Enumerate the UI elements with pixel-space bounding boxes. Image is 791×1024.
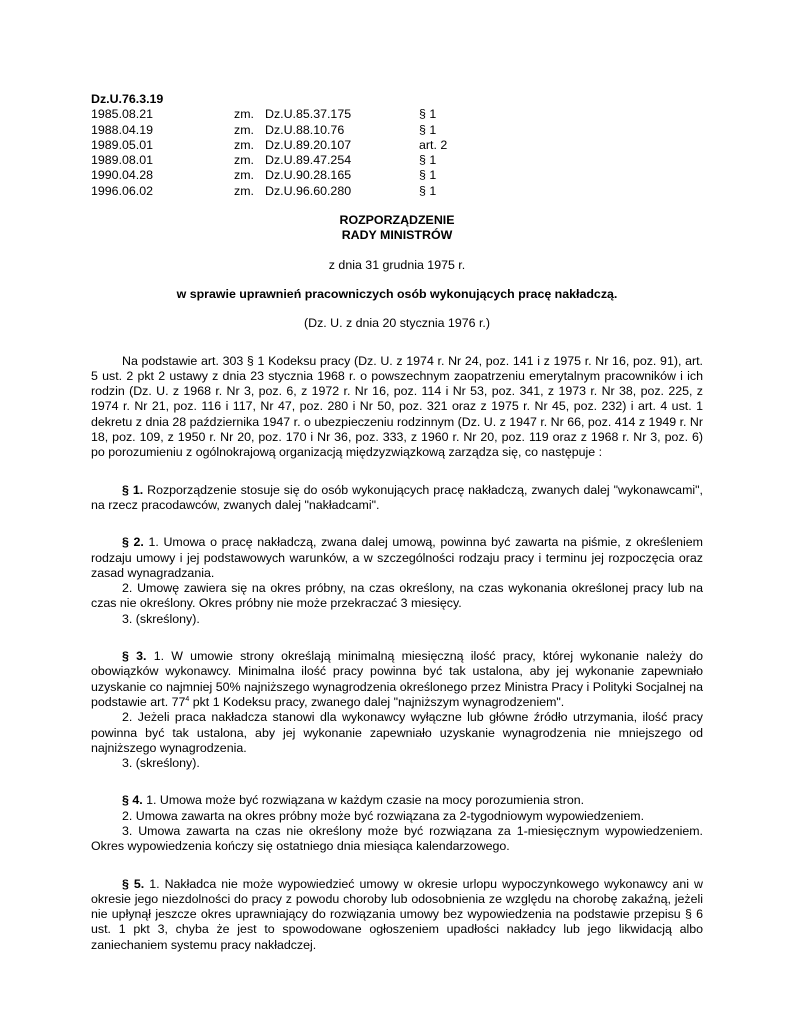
amendment-row — [91, 153, 447, 168]
amendment-zm: zm. — [234, 168, 254, 183]
section-4-para-3: 3. Umowa zawarta na czas nie określony może być rozwiązana za 1-miesięcznym wypowiedzeniem. Okres wypowiedzenia kończy się ostatniego dnia miesiąca kalendarzowego. — [91, 823, 703, 854]
document-id: Dz.U.76.3.19 — [91, 92, 164, 106]
section-3-para-2: 2. Jeżeli praca nakładcza stanowi dla wykonawcy wyłączne lub główne źródło utrzymania, ilość pracy powinna być tak ustalona, aby jej wykonanie zapewniało uzyskanie wynagrodzenia nie mniejszego od najniższego wynagrodzenia. — [91, 710, 703, 755]
superscript: 4 — [185, 695, 190, 703]
amendment-row — [91, 123, 447, 138]
amendment-unit: § 1 — [419, 153, 437, 168]
section-text: Rozporządzenie stosuje się do osób wykonujących pracę nakładczą, zwanych dalej "wykonawcami", na rzecz pracodawców, zwanych dalej "nakładcami". — [91, 482, 703, 512]
amendment-date: 1989.05.01 — [91, 137, 154, 152]
amendment-date: 1990.04.28 — [91, 168, 154, 183]
amendment-ref: Dz.U.96.60.280 — [265, 183, 352, 198]
section-5-para-1 — [91, 877, 703, 953]
section-4-para-1 — [91, 793, 703, 808]
amendments-table — [91, 107, 447, 199]
amendment-unit: § 1 — [419, 168, 437, 183]
section-2-para-3: 3. (skreślony). — [122, 611, 200, 626]
section-text: 1. Umowa o pracę nakładczą, zwana dalej umową, powinna być zawarta na piśmie, z określeniem rodzaju umowy i jej podstawowych warunków, a w szczególności rodzaju pracy i terminu jej rozpoczęcia oraz zasad wynagradzania. — [91, 535, 703, 580]
section-2-para-2: 2. Umowę zawiera się na okres próbny, na czas określony, na czas wykonania określonej pracy lub na czas nie określony. Okres próbny nie może przekraczać 3 miesięcy. — [91, 581, 703, 611]
section-text: pkt 1 Kodeksu pracy, zwanego dalej "najniższym wynagrodzeniem". — [189, 694, 565, 709]
amendment-date: 1996.06.02 — [91, 183, 154, 198]
section-mark: § 1. — [122, 482, 144, 497]
amendment-ref: Dz.U.90.28.165 — [265, 168, 352, 183]
section-mark: § 2. — [122, 535, 144, 550]
section-4-para-2: 2. Umowa zawarta na okres próbny może być rozwiązana za 2-tygodniowym wypowiedzeniem. — [122, 808, 645, 823]
section-3-para-1 — [91, 649, 703, 710]
amendment-zm: zm. — [234, 137, 254, 152]
preamble: Na podstawie art. 303 § 1 Kodeksu pracy (Dz. U. z 1974 r. Nr 24, poz. 141 i z 1975 r. Nr 16, poz. 91), art. 5 ust. 2 pkt 2 ustawy z dnia 23 stycznia 1968 r. o powszechnym zaopatrzeniu emerytalnym pracowników i ich rodzin (Dz. U. z 1968 r. Nr 3, poz. 6, z 1972 r. Nr 16, poz. 114 i Nr 53, poz. 341, z 1973 r. Nr 38, poz. 225, z 1974 r. Nr 21, poz. 116 i 117, Nr 47, poz. 280 i Nr 50, poz. 321 oraz z 1975 r. Nr 45, poz. 232) i art. 4 ust. 1 dekretu z dnia 28 października 1947 r. o ubezpieczeniu rodzinnym (Dz. U. z 1947 r. Nr 66, poz. 414 z 1949 r. Nr 18, poz. 109, z 1950 r. Nr 20, poz. 170 i Nr 36, poz. 333, z 1960 r. Nr 20, poz. 119 oraz z 1968 r. Nr 3, poz. 6) po porozumieniu z ogólnokrajową organizacją międzyzwiązkową zarządza się, co następuje : — [91, 353, 703, 460]
title-line-2: RADY MINISTRÓW — [341, 228, 453, 243]
amendment-zm: zm. — [234, 183, 254, 198]
section-3-para-3: 3. (skreślony). — [122, 756, 200, 771]
amendment-row — [91, 107, 447, 122]
amendment-zm: zm. — [234, 122, 254, 137]
section-text: 1. W umowie strony określają minimalną miesięczną ilość pracy, której wykonanie należy do obowiązków wykonawcy. Minimalna ilość pracy powinna być tak ustalona, aby jej wykonanie zapewniało uzyskanie co najmniej 50% najniższego wynagrodzenia określonego przez Ministra Pracy i Polityki Socjalnej na podstawie art. 77 — [91, 649, 703, 709]
section-mark: § 3. — [122, 649, 147, 664]
amendment-ref: Dz.U.88.10.76 — [265, 122, 345, 137]
amendment-ref: Dz.U.85.37.175 — [265, 107, 352, 122]
amendment-row — [91, 184, 447, 199]
title-line-1: ROZPORZĄDZENIE — [339, 213, 455, 228]
publication-note: (Dz. U. z dnia 20 stycznia 1976 r.) — [304, 316, 490, 331]
section-1 — [91, 483, 703, 514]
section-text: 1. Nakładca nie może wypowiedzieć umowy w okresie urlopu wypoczynkowego wykonawcy ani w okresie jego niezdolności do pracy z powodu choroby lub odosobnienia ze względu na chorobę zakaźną, jeżeli nie upłynął jeszcze okres uprawniający do rozwiązania umowy bez wypowiedzenia na podstawie przepisu § 6 ust. 1 pkt 3, chyba że jest to spowodowane ogłoszeniem upadłości nakładcy lub jego likwidacją albo zaniechaniem systemu pracy nakładczej. — [91, 876, 704, 952]
amendment-date: 1988.04.19 — [91, 122, 154, 137]
issue-date: z dnia 31 grudnia 1975 r. — [328, 257, 466, 272]
amendment-ref: Dz.U.89.20.107 — [265, 137, 352, 152]
amendment-row — [91, 168, 447, 183]
amendment-row — [91, 138, 447, 153]
amendment-unit: § 1 — [419, 122, 437, 137]
amendment-zm: zm. — [234, 153, 254, 168]
amendment-ref: Dz.U.89.47.254 — [265, 153, 352, 168]
amendment-date: 1985.08.21 — [91, 107, 154, 122]
amendment-date: 1989.08.01 — [91, 153, 154, 168]
amendment-unit: § 1 — [419, 107, 437, 122]
section-text: 1. Umowa może być rozwiązana w każdym czasie na mocy porozumienia stron. — [142, 793, 585, 808]
subject-heading: w sprawie uprawnień pracowniczych osób wykonujących pracę nakładczą. — [176, 286, 618, 301]
section-2-para-1 — [91, 535, 703, 581]
section-mark: § 5. — [122, 876, 145, 891]
section-mark: § 4. — [122, 793, 143, 808]
amendment-zm: zm. — [234, 107, 254, 122]
amendment-unit: § 1 — [419, 183, 437, 198]
document-page — [91, 92, 703, 953]
amendment-unit: art. 2 — [419, 137, 448, 152]
